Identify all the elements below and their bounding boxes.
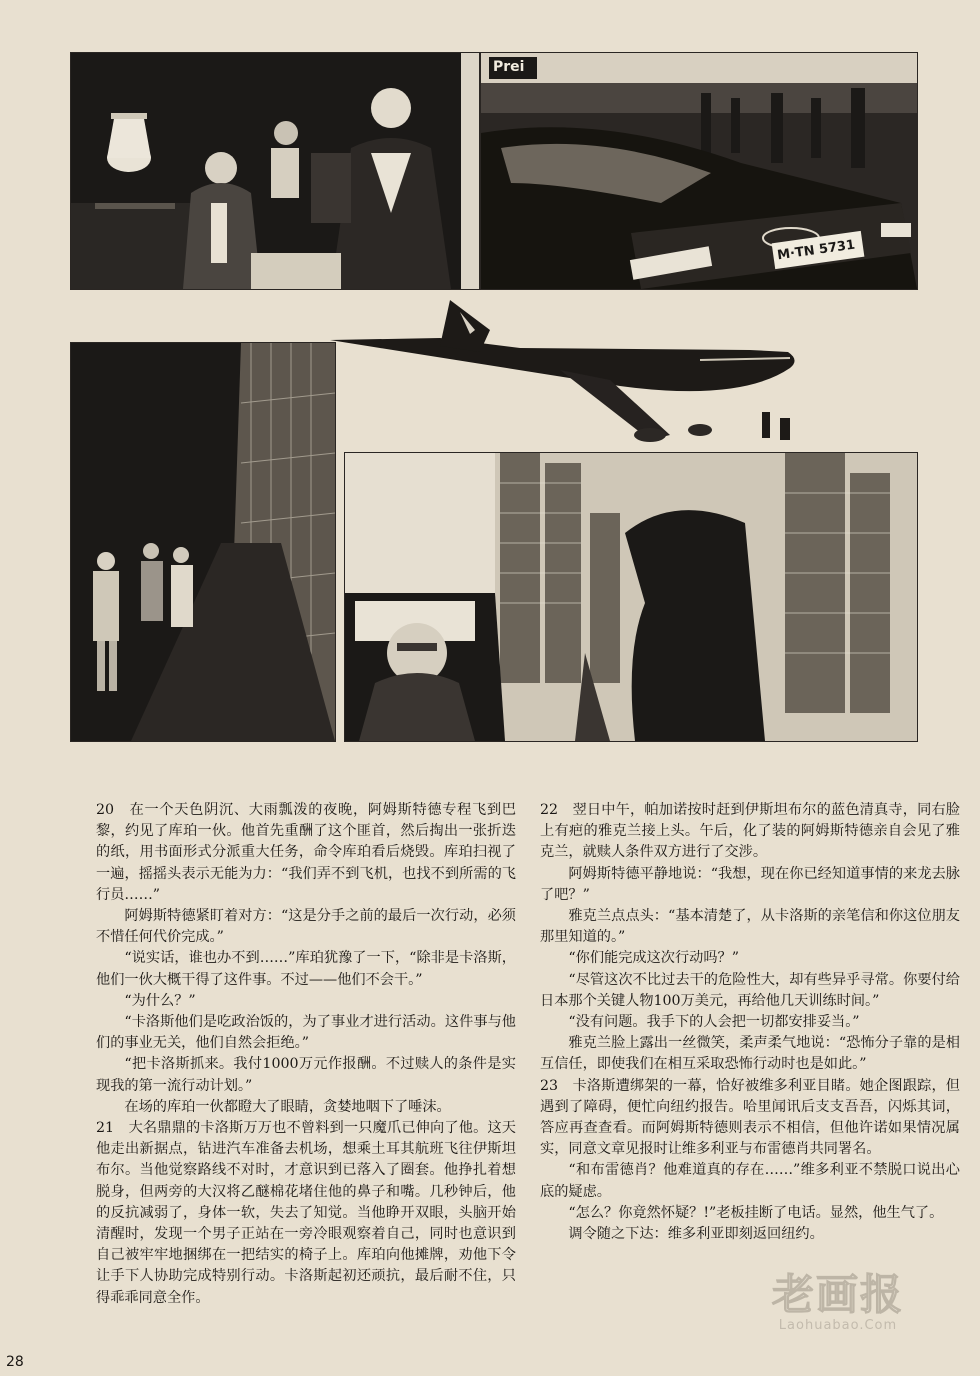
jet-airplane-illustration	[320, 290, 810, 470]
paragraph: “把卡洛斯抓来。我付1000万元作报酬。不过赎人的条件是实现我的第一流行动计划。”	[96, 1056, 516, 1094]
paragraph: “说实话，谁也办不到……”库珀犹豫了一下，“除非是卡洛斯，他们一伙大概干得了这件事。不过——他们不会干。”	[96, 950, 516, 988]
paragraph: “没有问题。我手下的人会把一切都安排妥当。”	[568, 1014, 860, 1031]
paragraph: 23 卡洛斯遭绑架的一幕，恰好被维多利亚目睹。她企图跟踪，但遇到了障碍，便忙向纽约报告。哈里闻讯后支支吾吾，闪烁其词，答应再查查看。而阿姆斯特德则表示不相信，但他许诺如果情况属实，同意文章见报时让维多利亚与布雷德肖共同署名。	[540, 1077, 960, 1158]
page-number: 28	[6, 1354, 24, 1370]
watermark-logo	[738, 1262, 938, 1333]
panel-car-airport	[480, 52, 918, 290]
paragraph: “怎么？你竟然怀疑？!”老板挂断了电话。显然，他生气了。	[568, 1204, 944, 1221]
paragraph: “尽管这次不比过去干的危险性大，却有些异乎寻常。你要付给日本那个关键人物100万美元，再给他几天训练时间。”	[540, 971, 960, 1009]
paragraph: 21 大名鼎鼎的卡洛斯万万也不曾料到一只魔爪已伸向了他。这天他走出新据点，钻进汽车准备去机场，想乘土耳其航班飞往伊斯坦布尔。当他觉察路线不对时，才意识到已落入了圈套。他挣扎着想脱身，但两旁的大汉将乙醚棉花堵住他的鼻子和嘴。几秒钟后，他的反抗减弱了，身体一软，失去了知觉。当他睁开双眼，头脑开始清醒时，发现一个男子正站在一旁冷眼观察着自己，同时也意识到自己被牢牢地捆绑在一把结实的椅子上。库珀向他摊牌，劝他下令让手下人协助完成特别行动。卡洛斯起初还顽抗，最后耐不住，只得乖乖同意全作。	[96, 1120, 516, 1306]
hotel-meeting-illustration	[71, 53, 479, 289]
paragraph: 阿姆斯特德平静地说：“我想，现在你已经知道事情的来龙去脉了吧？”	[540, 865, 960, 903]
paragraph: 在场的库珀一伙都瞪大了眼睛，贪婪地咽下了唾沫。	[124, 1098, 451, 1115]
paragraph: “你们能完成这次行动吗？”	[568, 950, 739, 967]
paragraph: 雅克兰脸上露出一丝微笑，柔声柔气地说：“恐怖分子靠的是相互信任，即使我们在相互采取恐怖行动时也是如此。”	[540, 1035, 960, 1073]
watermark-brand: 老画报	[771, 1270, 904, 1319]
car-airport-illustration	[481, 53, 917, 289]
paragraph: “卡洛斯他们是吃政治饭的，为了事业才进行活动。这件事与他们的事业无关，他们自然会拒绝。”	[96, 1014, 516, 1052]
paragraph: 20 在一个天色阴沉、大雨瓢泼的夜晚，阿姆斯特德专程飞到巴黎，约见了库珀一伙。他首先重酬了这个匪首，然后掏出一张折迭的纸，用书面形式分派重大任务，命令库珀看后烧毁。库珀扫视了一遍，摇摇头表示无能为力：“我们弄不到飞机，也找不到所需的飞行员……”	[96, 802, 516, 903]
text-column-left	[96, 800, 516, 1309]
skyline-illustration	[345, 453, 917, 741]
panel-hotel-meeting	[70, 52, 480, 290]
paragraph: 阿姆斯特德紧盯着对方：“这是分手之前的最后一次行动，必须不惜任何代价完成。”	[96, 908, 516, 946]
corridor-illustration	[71, 343, 335, 741]
paragraph: 调令随之下达：维多利亚即刻返回纽约。	[568, 1226, 824, 1243]
paragraph: “为什么？”	[124, 992, 196, 1009]
paragraph: 22 翌日中午，帕加诺按时赶到伊斯坦布尔的蓝色清真寺，同右脸上有疤的雅克兰接上头。午后，化了装的阿姆斯特德亲自会见了雅克兰，就赎人条件双方进行了交涉。	[540, 802, 960, 861]
panel-skyline	[344, 452, 918, 742]
paragraph: 雅克兰点点头：“基本清楚了，从卡洛斯的亲笔信和你这位朋友那里知道的。”	[540, 908, 960, 946]
watermark-url: Laohuabao.Com	[778, 1318, 898, 1333]
text-column-right	[540, 800, 960, 1245]
paragraph: “和布雷德肖？他难道真的存在……”维多利亚不禁脱口说出心底的疑虑。	[540, 1162, 960, 1200]
shop-sign: Prei	[493, 59, 525, 75]
panel-corridor	[70, 342, 336, 742]
license-plate: M·TN 5731	[776, 237, 857, 264]
